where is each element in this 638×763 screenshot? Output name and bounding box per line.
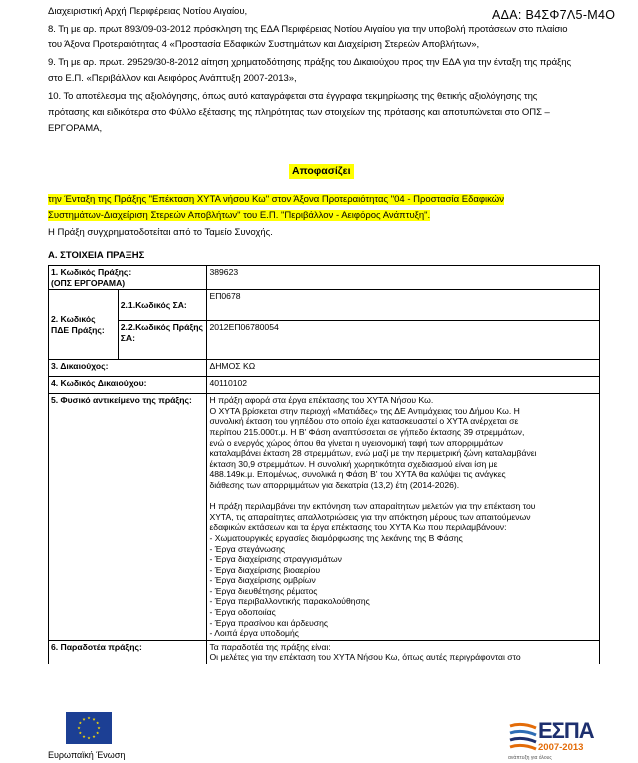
- decision-line: την Ένταξη της Πράξης "Επέκταση ΧΥΤΑ νήσου Κω" στον Άξονα Προτεραιότητας "04 - Προστασία Εδαφικών: [48, 194, 504, 205]
- code-value: 389623: [207, 266, 600, 290]
- deliverables-value: [207, 640, 600, 664]
- object-list-item: - Έργα πρασίνου και άρδευσης: [209, 617, 329, 628]
- ada-code: ΑΔΑ: Β4ΣΦ7Λ5-Μ4Ο: [492, 8, 616, 22]
- object-text-line: εδαφικών εκτάσεων και τα έργα επέκτασης του ΧΥΤΑ Κω που περιλαμβάνουν:: [209, 522, 507, 533]
- intro-line: Διαχειριστική Αρχή Περιφέρειας Νοτίου Αιγαίου,: [48, 6, 248, 17]
- eu-star-icon: [92, 735, 95, 738]
- table-row: [49, 360, 600, 377]
- pde-label: 2. Κωδικός ΠΔΕ Πράξης:: [49, 290, 119, 360]
- eu-star-icon: [79, 731, 82, 734]
- code-label: 1. Κωδικός Πράξης:: [51, 267, 132, 277]
- intro-line: 9. Τη με αρ. πρωτ. 29529/30-8-2012 αίτηση χρηματοδότησης πράξης του Δικαιούχου προς την ΕΔΑ για την ένταξη της πράξης: [48, 57, 571, 68]
- object-list-item: - Έργα διαχείρισης βιοαερίου: [209, 564, 321, 575]
- object-list-item: - Έργα διαχείρισης ομβρίων: [209, 575, 316, 586]
- code-label-sub: (ΟΠΣ ΕΡΓΟΡΑΜΑ): [51, 277, 126, 288]
- deliverables-line: Τα παραδοτέα της πράξης είναι:: [209, 641, 331, 652]
- table-row: [49, 290, 600, 321]
- object-text-line: περίπου 215.000τ.μ. Η Β' Φάση αναπτύσσεται σε γήπεδο έκτασης 39 στρεμμάτων,: [209, 426, 525, 437]
- eu-star-icon: [87, 716, 90, 719]
- cofinancing-line: Η Πράξη συγχρηματοδοτείται από το Ταμείο Συνοχής.: [48, 227, 273, 238]
- table-row: [49, 394, 600, 641]
- eu-star-icon: [87, 736, 90, 739]
- eu-star-icon: [82, 718, 85, 721]
- beneficiary-code-value: 40110102: [207, 377, 600, 394]
- eu-star-icon: [77, 726, 80, 729]
- object-list-item: - Έργα διευθέτησης ρέματος: [209, 585, 318, 596]
- object-label: 5. Φυσικό αντικείμενο της πράξης:: [49, 394, 207, 641]
- eu-logo: [48, 712, 125, 760]
- intro-line: 8. Τη με αρ. πρωτ 893/09-03-2012 πρόσκληση της ΕΔΑ Περιφέρειας Νοτίου Αιγαίου για την υποβολή προτάσεων στο πλαίσιο: [48, 24, 568, 35]
- section-title: Α. ΣΤΟΙΧΕΙΑ ΠΡΑΞΗΣ: [48, 250, 145, 261]
- object-text-line: ενώ ο ενεργός χώρος όπου θα γίνεται η υγειονομική ταφή των απορριμμάτων: [209, 437, 503, 448]
- object-text-line: Η πράξη αφορά στα έργα επέκτασης του ΧΥΤΑ Νήσου Κω.: [209, 395, 434, 406]
- intro-line: πρότασης και ειδικότερα στο Φύλλο εξέτασης της πληρότητας των στοιχείων της πρότασης και αποτυπώνεται στο ΟΠΣ –: [48, 107, 550, 118]
- object-list-item: - Χωματουργικές εργασίες διαμόρφωσης της λεκάνης της Β Φάσης: [209, 532, 463, 543]
- espa-logo: [508, 718, 598, 762]
- decision-line: Συστημάτων-Διαχείριση Στερεών Αποβλήτων" του Ε.Π. "Περιβάλλον - Αειφόρος Ανάπτυξη".: [48, 210, 431, 221]
- espa-wordmark: ΕΣΠΑ: [538, 718, 594, 743]
- sa-label: 2.1.Κωδικός ΣΑ:: [118, 290, 207, 321]
- table-row: [49, 321, 600, 360]
- project-details-table: [48, 265, 600, 664]
- intro-line: του Άξονα Προτεραιότητας 4 «Προστασία Εδαφικών Συστημάτων και Διαχείριση Στερεών Αποβλήτων»,: [48, 39, 480, 50]
- pde-code-value: 2012ΕΠ06780054: [207, 321, 600, 360]
- object-list-item: - Έργα διαχείρισης στραγγισμάτων: [209, 554, 342, 565]
- object-text-line: συνολική έκταση του γηπέδου στο οποίο έχει κατασκευαστεί ο ΧΥΤΑ ανέρχεται σε: [209, 416, 519, 427]
- object-text-line: καταλαμβάνει έκταση 28 στρεμμάτων, ενώ μαζί με την περιμετρική ζώνη καταλαμβάνει: [209, 448, 537, 459]
- object-value: [207, 394, 600, 641]
- eu-star-icon: [97, 726, 100, 729]
- beneficiary-value: ΔΗΜΟΣ ΚΩ: [207, 360, 600, 377]
- object-list-item: - Έργα περιβαλλοντικής παρακολούθησης: [209, 596, 370, 607]
- eu-star-icon: [79, 721, 82, 724]
- intro-line: ΕΡΓΟΡΑΜΑ,: [48, 123, 103, 134]
- deliverables-line: Οι μελέτες για την επέκταση του ΧΥΤΑ Νήσου Κω, όπως αυτές περιγράφονται στο: [209, 652, 521, 663]
- object-text-line: Η πράξη περιλαμβάνει την εκπόνηση των απαραίτητων μελετών για την επέκταση του: [209, 501, 536, 512]
- eu-label: Ευρωπαϊκή Ένωση: [48, 750, 126, 760]
- table-row: [49, 377, 600, 394]
- object-list-item: - Έργα οδοποιίας: [209, 607, 276, 618]
- intro-line: 10. Το αποτέλεσμα της αξιολόγησης, όπως αυτό καταγράφεται στα έγγραφα τεκμηρίωσης της θετικής αξιολόγησης της: [48, 91, 538, 102]
- object-list-item: - Λοιπά έργα υποδομής: [209, 628, 299, 639]
- eu-star-icon: [92, 718, 95, 721]
- object-text-line: διάθεσης των απορριμμάτων για δεκατρία (13,2) έτη (2014-2026).: [209, 479, 460, 490]
- eu-star-icon: [96, 721, 99, 724]
- espa-years: 2007-2013: [538, 742, 584, 753]
- beneficiary-label: 3. Δικαιούχος:: [49, 360, 207, 377]
- eu-flag-icon: [66, 712, 112, 744]
- eu-star-icon: [82, 735, 85, 738]
- decision-heading: Αποφασίζει: [289, 164, 354, 179]
- eu-star-icon: [96, 731, 99, 734]
- code-label-cell: [49, 266, 207, 290]
- deliverables-label: 6. Παραδοτέα πράξης:: [49, 640, 207, 664]
- table-row: [49, 266, 600, 290]
- object-text-line: 488.149κ.μ. Επομένως, συνολικά η Φάση Β' του ΧΥΤΑ θα καλύψει τις ανάγκες: [209, 469, 506, 480]
- object-text-line: Ο ΧΥΤΑ βρίσκεται στην περιοχή «Ματιάδες» της ΔΕ Αντιμάχειας του Δήμου Κω. Η: [209, 405, 520, 416]
- object-text-line: ΧΥΤΑ, τις απαραίτητες απαλλοτριώσεις για την απόκτηση μέρους των απαιτούμενων: [209, 511, 531, 522]
- beneficiary-code-label: 4. Κωδικός Δικαιούχου:: [49, 377, 207, 394]
- eu-stars-icon: [66, 712, 112, 744]
- object-list-item: - Έργα στεγάνωσης: [209, 543, 286, 554]
- espa-tagline: ανάπτυξη για όλους: [508, 755, 552, 761]
- espa-stripes-icon: [508, 720, 538, 754]
- sa-value: ΕΠ0678: [207, 290, 600, 321]
- pde-code-label: 2.2.Κωδικός Πράξης ΣΑ:: [118, 321, 207, 360]
- table-row: [49, 640, 600, 664]
- intro-line: στο Ε.Π. «Περιβάλλον και Αειφόρος Ανάπτυξη 2007-2013»,: [48, 73, 297, 84]
- object-text-line: έκταση 30,9 στρεμμάτων. Η συνολική χωρητικότητα σχεδιασμού είναι ίση με: [209, 458, 498, 469]
